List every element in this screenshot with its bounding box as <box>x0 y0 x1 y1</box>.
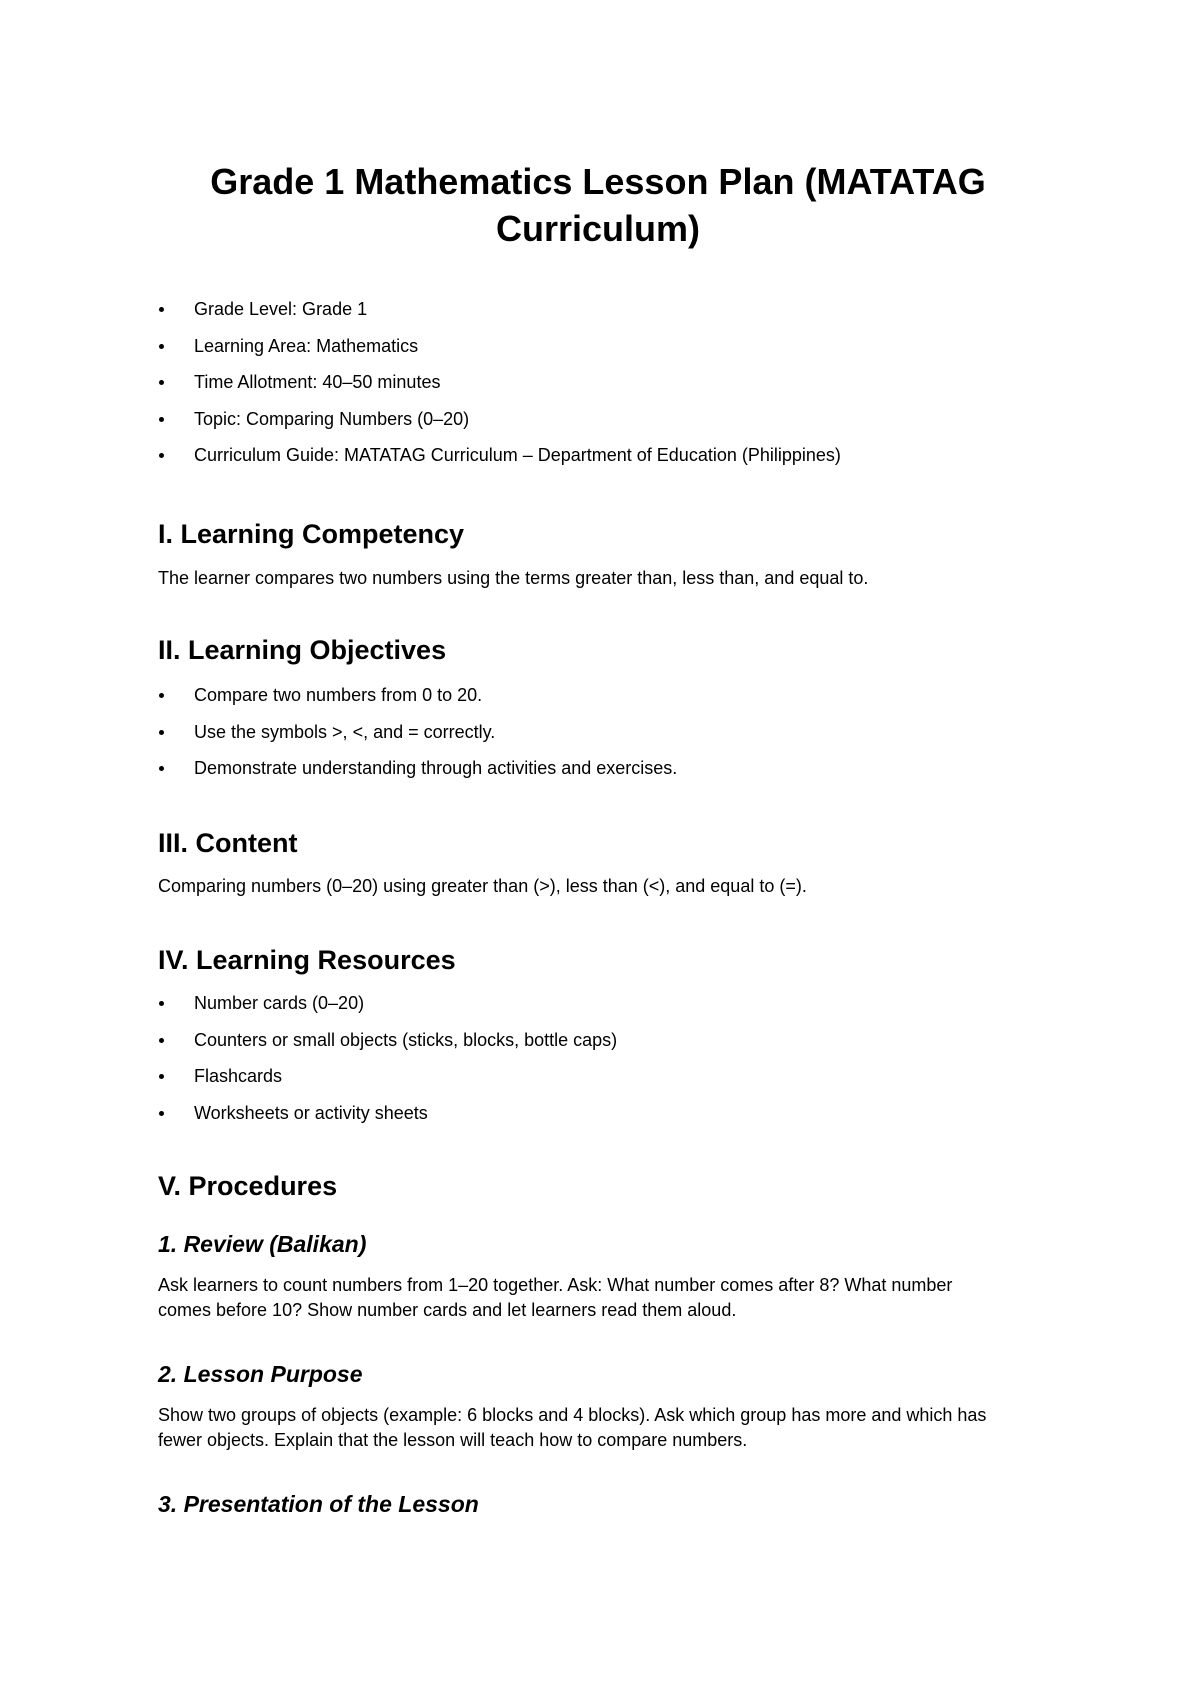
list-item-text: Curriculum Guide: MATATAG Curriculum – Department of Education (Philippines) <box>194 445 841 465</box>
list-item <box>158 1058 1038 1095</box>
resources-list <box>158 985 1038 1131</box>
list-item-text: Learning Area: Mathematics <box>194 335 419 356</box>
page-title: Grade 1 Mathematics Lesson Plan (MATATAG Curriculum) <box>210 161 986 249</box>
bullet-icon <box>159 417 164 422</box>
list-item <box>158 291 1038 328</box>
list-item-text: Worksheets or activity sheets <box>194 1102 428 1123</box>
list-item-text: Compare two numbers from 0 to 20. <box>194 685 483 705</box>
list-item-text: Flashcards <box>194 1066 283 1086</box>
list-item <box>158 401 1038 438</box>
section-heading-competency: I. Learning Competency <box>158 519 465 549</box>
objectives-list <box>158 677 1038 787</box>
bullet-icon <box>159 1038 164 1043</box>
list-item <box>158 328 1038 365</box>
bullet-icon <box>159 380 164 385</box>
list-item-text: Topic: Comparing Numbers (0–20) <box>194 408 470 429</box>
list-item-text: Grade Level: Grade 1 <box>194 299 368 319</box>
bullet-icon <box>159 730 164 735</box>
list-item <box>158 437 1038 474</box>
section-heading-procedures: V. Procedures <box>158 1171 338 1201</box>
list-item <box>158 714 1038 751</box>
bullet-icon <box>159 766 164 771</box>
list-item-text: Demonstrate understanding through activities and exercises. <box>194 758 678 778</box>
step-text-review: Ask learners to count numbers from 1–20 together. Ask: What number comes after 8? What number comes before 10? Show number cards and let learners read them aloud. <box>158 1275 953 1320</box>
step-heading-review: 1. Review (Balikan) <box>158 1231 367 1257</box>
list-item <box>158 364 1038 401</box>
list-item-text: Number cards (0–20) <box>194 993 365 1013</box>
content-text: Comparing numbers (0–20) using greater than (>), less than (<), and equal to (=). <box>158 876 807 896</box>
lesson-info-list <box>158 291 1038 474</box>
list-item <box>158 677 1038 714</box>
bullet-icon <box>159 693 164 698</box>
step-text-purpose: Show two groups of objects (example: 6 blocks and 4 blocks). Ask which group has more and which has fewer objects. Explain that the lesson will teach how to compare numbers. <box>158 1405 987 1450</box>
section-heading-resources: IV. Learning Resources <box>158 945 456 975</box>
competency-text: The learner compares two numbers using the terms greater than, less than, and equal to. <box>158 568 869 588</box>
bullet-icon <box>159 453 164 458</box>
bullet-icon <box>159 1074 164 1079</box>
section-heading-content: III. Content <box>158 828 298 858</box>
step-heading-purpose: 2. Lesson Purpose <box>158 1361 363 1387</box>
section-heading-objectives: II. Learning Objectives <box>158 635 447 665</box>
bullet-icon <box>159 1111 164 1116</box>
list-item-text: Use the symbols >, <, and = correctly. <box>194 721 496 742</box>
list-item <box>158 1022 1038 1059</box>
list-item <box>158 985 1038 1022</box>
step-heading-presentation: 3. Presentation of the Lesson <box>158 1491 479 1517</box>
list-item <box>158 1095 1038 1132</box>
bullet-icon <box>159 1001 164 1006</box>
bullet-icon <box>159 307 164 312</box>
list-item-text: Time Allotment: 40–50 minutes <box>194 372 441 392</box>
bullet-icon <box>159 344 164 349</box>
list-item-text: Counters or small objects (sticks, blocks, bottle caps) <box>194 1029 618 1050</box>
list-item <box>158 750 1038 787</box>
